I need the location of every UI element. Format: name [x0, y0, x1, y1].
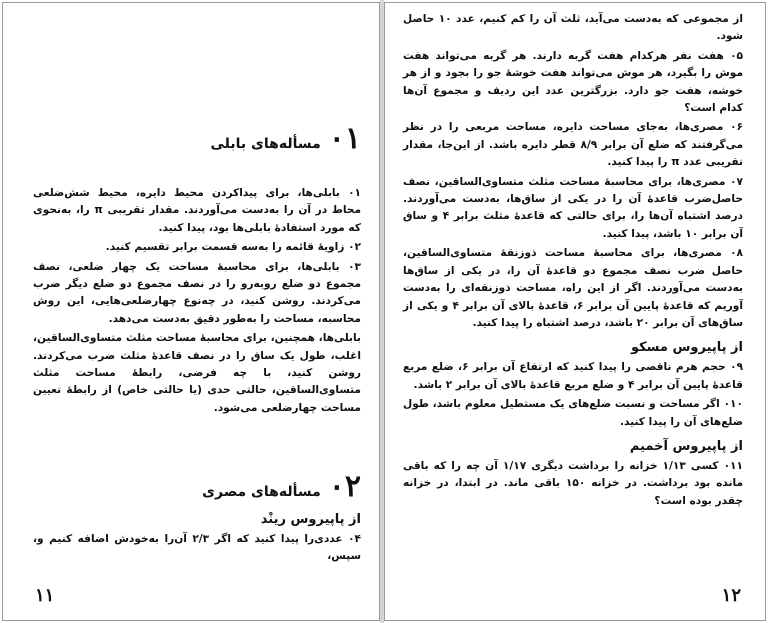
subheading: از پاپیروس رینْد [260, 512, 361, 527]
page-number: ۱۱ [35, 585, 55, 606]
page-number: ۱۲ [721, 585, 741, 606]
paragraph: از مجموعی که به‌دست می‌آید، ثلث آن را کم کنیم، عدد ۱۰ حاصل شود. [403, 13, 743, 43]
paragraph: ۰۹ حجم هرم ناقصی را پیدا کنید که ارتفاع آن برابر ۶، ضلع مربع قاعدهٔ پایین آن برابر ۴ و ضلع مربع قاعدهٔ بالای آن برابر ۲ باشد. [403, 361, 743, 391]
section-number: ۰۱ [328, 121, 361, 156]
paragraph: ۰۲ زاویهٔ قائمه را به‌سه قسمت برابر تقسیم کنید. [105, 241, 361, 254]
paragraph: ۰۷ مصری‌ها، برای محاسبهٔ مساحت مثلث متساوی‌الساقین، نصف حاصل‌ضرب قاعدهٔ آن را در یکی از ساق‌ها، به‌دست می‌آوردند. درصد اشتباه آن‌ها را، برای حالتی که قاعدهٔ مثلث برابر ۴ و ساق آن برابر ۱۰ باشد، پیدا کنید. [403, 175, 743, 240]
section-title: مسأله‌های بابلی [210, 136, 321, 152]
page-left [2, 2, 380, 621]
paragraph: ۰۱ بابلی‌ها، برای پیداکردن محیط دایره، محیط شش‌ضلعی محاط در آن را به‌دست می‌آوردند. مقدار تقریبی π را، به‌نحوی که مورد استفادهٔ بابلی‌ها بود، پیدا کنید. [33, 187, 361, 234]
section-number: ۰۲ [328, 469, 361, 504]
right-column [403, 11, 743, 512]
section-heading-egyptian [33, 469, 361, 504]
paragraph: ۰۶ مصری‌ها، به‌جای مساحت دایره، مساحت مربعی را در نظر می‌گرفتند که ضلع آن برابر ۸/۹ قطر دایره باشد. از این‌جا، مقدار تقریبی عدد π را پیدا کنید. [403, 121, 743, 169]
page-right [384, 2, 766, 621]
subheading: از پاپیروس آخمیم [629, 438, 743, 454]
paragraph: ۰۴ عددی‌را پیدا کنید که اگر ۲/۳ آن‌را به‌خودش اضافه کنیم و، سپس، [33, 533, 361, 563]
paragraph: ۰۳ بابلی‌ها، برای محاسبهٔ مساحت یک چهار ضلعی، نصف مجموع دو ضلع روبه‌رو را در نصف مجموع دو ضلع دیگر ضرب می‌کردند. روشن کنید، در چه‌نوع چهارضلعی‌هایی، این روش محاسبه، مساحت را به‌طور دقیق به‌دست می‌دهد. [33, 260, 361, 325]
paragraph: ۰۵ هفت نفر هرکدام هفت گربه دارند. هر گربه می‌تواند هفت موش را بگیرد، هر موش می‌تواند هفت خوشهٔ جو را بجود و از هر خوشه، هفت جو دارد. بزرگترین عدد این ردیف و مجموع آن‌ها کدام است؟ [403, 49, 743, 115]
left-column [33, 121, 361, 156]
paragraph: ۰۱۱ کسی ۱/۱۳ خزانه را برداشت دیگری ۱/۱۷ آن چه را که باقی مانده بود برداشت. در خزانه ۱۵۰ باقی ماند. در ابتدا، در خزانه چقدر بوده است؟ [403, 459, 743, 507]
section-title: مسأله‌های مصری [202, 484, 321, 500]
left-body-2 [33, 469, 361, 568]
left-body-1 [33, 185, 361, 419]
section-heading-babylonian [33, 121, 361, 156]
paragraph: ۰۱۰ اگر مساحت و نسبت ضلع‌های یک مستطیل معلوم باشد، طول ضلع‌های آن را پیدا کنید. [403, 398, 743, 428]
paragraph: ۰۸ مصری‌ها، برای محاسبهٔ مساحت ذوزنقهٔ متساوی‌الساقین، حاصل ضرب نصف مجموع دو قاعدهٔ آن را، در یکی از ساق‌ها به‌دست می‌آوردند. اگر از این راه، مساحت ذوزنقه‌ای را به‌دست آوریم که قاعدهٔ پایین آن برابر ۶، قاعدهٔ بالای آن برابر ۴ و یکی از ساق‌های آن برابر ۲۰ باشد، درصد اشتباه را پیدا کنید. [403, 247, 743, 329]
subheading: از پاپیروس مسکو [630, 340, 743, 356]
paragraph: بابلی‌ها، همچنین، برای محاسبهٔ مساحت مثلث متساوی‌الساقین، اغلب، طول یک ساق را در نصف قاعدهٔ مثلث ضرب می‌کردند. روشن کنید، با چه فرضی، رابطهٔ مساحت مثلث متساوی‌الساقین، حالتی حدی (یا حالتی خاص) از رابطهٔ تعیین مساحت چهارضلعی می‌شود. [33, 332, 361, 414]
